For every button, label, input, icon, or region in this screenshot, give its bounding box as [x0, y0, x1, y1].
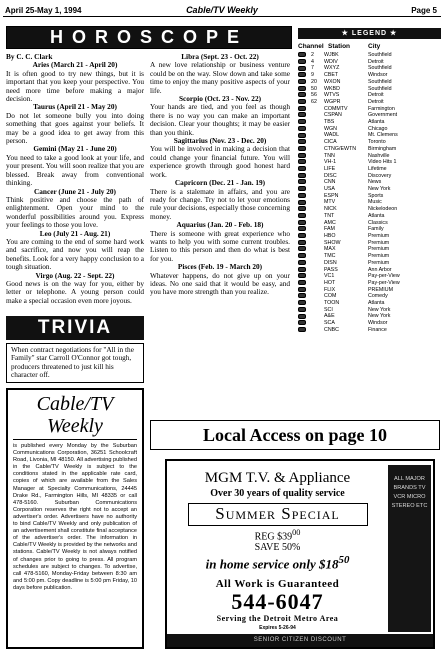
legend-city: Pay-per-View	[368, 279, 400, 286]
channel-icon	[298, 99, 306, 104]
channel-icon	[298, 200, 306, 205]
legend-station: HOT	[324, 279, 336, 286]
ad-business-name: MGM T.V. & Appliance	[204, 470, 351, 486]
page-number: Page 5	[411, 6, 437, 15]
legend-station: WGN	[324, 125, 337, 132]
legend-station: COM	[324, 293, 337, 300]
legend-city: Toronto	[368, 139, 386, 146]
mgm-advertisement	[165, 459, 435, 649]
masthead-title: Cable/TV	[36, 393, 114, 415]
legend-channel	[311, 153, 324, 160]
legend-row	[298, 119, 441, 126]
legend-row	[298, 267, 441, 274]
horoscope-column-1	[6, 53, 144, 305]
legend-city: Sports	[368, 192, 384, 199]
legend-channel	[311, 253, 324, 260]
legend-channel	[311, 226, 324, 233]
legend-city: Lifetime	[368, 165, 387, 172]
channel-icon	[298, 52, 306, 57]
horoscope-text: Think positive and choose the path of enlightenment. Open your mind to the wonderful possibilities around you. Express your feelings to those you love.	[6, 194, 144, 230]
legend-city: Mt. Clemens	[368, 132, 398, 139]
legend-city: Southfield	[368, 85, 392, 92]
horoscope-sign: Taurus (April 21 - May 20)	[33, 102, 117, 112]
legend-station: SHOW	[324, 239, 341, 246]
horoscope-sign: Virgo (Aug. 22 - Sept. 22)	[35, 270, 115, 280]
ad-in-home-label: in home service only	[205, 556, 316, 572]
legend-station: WTVS	[324, 92, 340, 99]
ad-serving-area: Serving the Detroit Metro Area	[216, 613, 339, 623]
channel-icon	[298, 220, 306, 225]
legend-station: CICA	[324, 139, 337, 146]
channel-icon	[298, 72, 306, 77]
legend-row	[298, 99, 441, 106]
legend-station: SCA	[324, 320, 335, 327]
legend-row	[298, 273, 441, 280]
legend-city: Ann Arbor	[368, 266, 392, 273]
legend-row	[298, 206, 441, 213]
legend-city: New York	[368, 306, 391, 313]
legend-title: LEGEND	[351, 30, 388, 37]
legend-channel	[311, 287, 324, 294]
legend-row	[298, 293, 441, 300]
legend-channel	[311, 300, 324, 307]
channel-icon	[298, 240, 306, 245]
legend-city: Government	[368, 112, 398, 119]
legend-city: Southfield	[368, 52, 392, 58]
horoscope-sign: Libra (Sept. 23 - Oct. 22)	[181, 52, 259, 61]
legend-channel	[311, 199, 324, 206]
horoscope-text: There is a stalemate in affairs, and you are ready for change. Try not to let your emotions rule your decisions, especially those concerning money.	[150, 186, 290, 221]
horoscope-sign: Aries (March 21 - April 20)	[32, 60, 118, 70]
channel-icon	[298, 273, 306, 278]
legend-row	[298, 287, 441, 294]
channel-icon	[298, 92, 306, 97]
legend-row	[298, 253, 441, 260]
channel-icon	[298, 314, 306, 319]
horoscope-sign: Leo (July 21 - Aug. 21)	[39, 228, 111, 238]
legend-row	[298, 213, 441, 220]
legend-channel	[311, 240, 324, 247]
horoscope-byline: By C. C. Clark	[6, 52, 53, 61]
legend-row	[298, 300, 441, 307]
channel-icon	[298, 287, 306, 292]
legend-station: WGPR	[324, 98, 341, 105]
trivia-box	[6, 343, 144, 383]
legend-station: WDIV	[324, 58, 338, 65]
legend-station: CTNG/EWTN	[324, 145, 357, 152]
legend-row	[298, 179, 441, 186]
channel-legend	[298, 28, 441, 356]
legend-city: Comedy	[368, 293, 388, 300]
channel-icon	[298, 267, 306, 272]
legend-row	[298, 246, 441, 253]
legend-row	[298, 313, 441, 320]
legend-city: New York	[368, 186, 391, 193]
legend-channel	[311, 307, 324, 314]
legend-row	[298, 79, 441, 86]
legend-city: Atlanta	[368, 300, 385, 307]
horoscope-text: Do not let someone bully you into doing something that goes against your beliefs. It may be a good idea to get away from this person.	[6, 110, 144, 146]
legend-channel: 20	[311, 78, 317, 85]
legend-channel: 2	[311, 52, 314, 58]
legend-city: Classics	[368, 219, 388, 226]
legend-channel: 9	[311, 72, 314, 79]
page-header	[3, 3, 441, 17]
legend-channel	[311, 186, 324, 193]
channel-icon	[298, 139, 306, 144]
legend-row	[298, 132, 441, 139]
horoscope-text: It is often good to try new things, but it is important that you keep your perspective. You need more time before making a major decision.	[6, 68, 144, 104]
legend-city: Family	[368, 226, 384, 233]
legend-row	[298, 72, 441, 79]
legend-station: ESPN	[324, 192, 339, 199]
legend-channel	[311, 112, 324, 119]
legend-row	[298, 193, 441, 200]
legend-city: Windsor	[368, 320, 388, 327]
legend-city: Pay-per-View	[368, 273, 400, 280]
legend-row	[298, 320, 441, 327]
channel-icon	[298, 260, 306, 265]
channel-icon	[298, 59, 306, 64]
horoscope-text: Good news is on the way for you, either by letter or telephone. A young person could make a special occasion even more joyous.	[6, 278, 144, 305]
legend-station: CBET	[324, 72, 339, 79]
legend-station: WKBD	[324, 85, 340, 92]
channel-icon	[298, 280, 306, 285]
legend-city: Premium	[368, 232, 390, 239]
legend-city: Music	[368, 199, 382, 206]
legend-channel	[311, 280, 324, 287]
legend-channel	[311, 132, 324, 139]
legend-station: LIFE	[324, 165, 336, 172]
channel-icon	[298, 233, 306, 238]
legend-city: Southfield	[368, 78, 392, 85]
legend-city: Birmingham	[368, 145, 397, 152]
channel-icon	[298, 79, 306, 84]
legend-station: AMC	[324, 219, 336, 226]
publication-name: Cable/TV Weekly	[186, 5, 258, 15]
legend-station: VH-1	[324, 159, 337, 166]
legend-row	[298, 233, 441, 240]
legend-station: DISC	[324, 172, 337, 179]
channel-icon	[298, 126, 306, 131]
legend-row	[298, 139, 441, 146]
ad-phone: 544-6047	[231, 588, 324, 614]
channel-icon	[298, 246, 306, 251]
channel-icon	[298, 307, 306, 312]
legend-channel	[311, 139, 324, 146]
trivia-title: TRIVIA	[37, 317, 113, 338]
legend-channel	[311, 267, 324, 274]
legend-col-channel: Channel	[298, 43, 324, 50]
legend-channel	[311, 260, 324, 267]
ad-footer: SENIOR CITIZEN DISCOUNT	[167, 634, 433, 647]
legend-city: Atlanta	[368, 119, 385, 126]
legend-station: HBO	[324, 232, 336, 239]
ad-in-home-cents: 50	[338, 554, 350, 567]
legend-channel	[311, 213, 324, 220]
legend-city: Video Hits 1	[368, 159, 397, 166]
legend-row	[298, 153, 441, 160]
legend-station: COMMTV	[324, 105, 348, 112]
channel-icon	[298, 66, 306, 71]
legend-station: MTV	[324, 199, 336, 206]
legend-city: Detroit	[368, 92, 384, 99]
legend-row	[298, 112, 441, 119]
legend-station: MAX	[324, 246, 336, 253]
issue-date: April 25-May 1, 1994	[5, 6, 82, 15]
legend-station: VC1	[324, 273, 335, 280]
legend-channel	[311, 313, 324, 320]
legend-station: WJBK	[324, 52, 339, 58]
channel-icon	[298, 206, 306, 211]
local-access-notice: Local Access on page 10	[150, 420, 440, 450]
horoscope-text: Your hands are tied, and you feel as though there is no way you can make an important decision. Clear your thoughts; it may be easier than you think.	[150, 102, 290, 137]
ad-guarantee: All Work is Guaranteed	[215, 577, 340, 590]
ad-main-panel	[171, 465, 384, 632]
legend-channel	[311, 166, 324, 173]
legend-channel	[311, 119, 324, 126]
legend-city: Chicago	[368, 125, 388, 132]
legend-channel	[311, 246, 324, 253]
channel-icon	[298, 179, 306, 184]
legend-channel: 7	[311, 65, 314, 72]
legend-row	[298, 92, 441, 99]
legend-station: WADL	[324, 132, 340, 139]
horoscope-text: Whatever happens, do not give up on your ideas. No one said that it would be easy, and you have more strength than you realize.	[150, 270, 290, 297]
legend-channel	[311, 233, 324, 240]
legend-station: FAM	[324, 226, 335, 233]
horoscope-sign: Scorpio (Oct. 23 - Nov. 22)	[178, 94, 262, 104]
legend-city: PREMIUM	[368, 286, 394, 293]
legend-row	[298, 146, 441, 153]
channel-icon	[298, 213, 306, 218]
legend-city: Detroit	[368, 98, 384, 105]
legend-title-bar: ★ LEGEND ★	[298, 28, 441, 39]
legend-row	[298, 159, 441, 166]
legend-station: WXON	[324, 78, 341, 85]
horoscope-text: You are coming to the end of some hard work and sacrifice, and now you will reap the benefits. Look for a very happy conclusion to a tough situation.	[6, 236, 144, 272]
legend-row	[298, 307, 441, 314]
channel-icon	[298, 253, 306, 258]
horoscope-banner	[6, 26, 292, 49]
channel-icon	[298, 320, 306, 325]
channel-icon	[298, 300, 306, 305]
channel-icon	[298, 159, 306, 164]
channel-icon	[298, 119, 306, 124]
ad-special-box: Summer Special	[188, 503, 368, 526]
masthead-box	[6, 388, 144, 649]
legend-channel	[311, 106, 324, 113]
legend-channel	[311, 327, 324, 334]
horoscope-column-2	[150, 53, 290, 297]
horoscope-sign: Cancer (June 21 - July 20)	[34, 186, 116, 196]
ad-tagline: Over 30 years of quality service	[210, 488, 345, 499]
legend-row	[298, 59, 441, 66]
ad-in-home-service	[171, 554, 384, 572]
legend-station: TMC	[324, 253, 336, 260]
legend-city: Atlanta	[368, 212, 385, 219]
legend-row	[298, 65, 441, 72]
legend-station: PASS	[324, 266, 338, 273]
horoscope-text: You need to take a good look at your life, and your present. You will soon realize that you are blessed. Break away from conventional thinking.	[6, 152, 144, 188]
horoscope-sign: Gemini (May 21 - June 20)	[33, 144, 117, 154]
legend-city: Finance	[368, 326, 387, 333]
legend-row	[298, 280, 441, 287]
horoscope-sign: Pisces (Feb. 19 - March 20)	[177, 262, 263, 272]
horoscope-text: There is someone with great experience who wants to help you with some current troubles. Listen to this person and then do what is best for you.	[150, 228, 290, 263]
legend-station: DISN	[324, 259, 337, 266]
legend-channel	[311, 179, 324, 186]
channel-icon	[298, 293, 306, 298]
legend-station: CNN	[324, 179, 336, 186]
legend-city: Detroit	[368, 58, 384, 65]
legend-channel	[311, 320, 324, 327]
legend-station: TOON	[324, 300, 340, 307]
legend-channel: 56	[311, 92, 317, 99]
trivia-text: When contract negotiations for "All in the Family" star Carroll O'Connor got tough, producers threatened to just kill his character off.	[11, 345, 134, 379]
channel-icon	[298, 112, 306, 117]
legend-city: Nashville	[368, 152, 390, 159]
legend-channel	[311, 173, 324, 180]
horoscope-sign: Capricorn (Dec. 21 - Jan. 19)	[174, 178, 266, 188]
channel-icon	[298, 146, 306, 151]
horoscope-title: HOROSCOPE	[49, 27, 249, 47]
horoscope-sign: Sagittarius (Nov. 23 - Dec. 20)	[173, 136, 267, 146]
legend-station: FLIX	[324, 286, 336, 293]
legend-col-station: Station	[328, 43, 351, 50]
legend-row	[298, 226, 441, 233]
channel-icon	[298, 86, 306, 91]
legend-header	[298, 43, 441, 52]
legend-city: Farmington	[368, 105, 395, 112]
legend-row	[298, 52, 441, 59]
channel-icon	[298, 133, 306, 138]
masthead-body: is published every Monday by the Suburban Communications Corporation, 36251 Schoolcraft Road, Livonia, MI 48150. All advertising published in the Cable/TV Weekly is subject to the conditions stated in the applicable rate card, copies of which are available from the Sales Manager at Specialty Communications, 24445 Drake Rd., Farmington Hills, MI 48335 or call 478-5160. Suburban Communications Corporation reserves the right not to accept an advertiser's order. Advertisers have no authority to bind Cable/TV Weekly and only publication of an advertisement shall constitute final acceptance of the advertiser's order. The information in Cable/TV Weekly is provided by the networks and stations. Cable/TV Weekly is not always notified of changes prior to going to press. All program schedules are subject to changes. To advertise, call 478-5160, Monday-Friday between 8:30 am and 5:00 pm. Copy deadline is 5:00 pm Friday, 10 days before publication.	[13, 443, 137, 591]
legend-city: New York	[368, 313, 391, 320]
legend-city: Southfield	[368, 65, 392, 72]
trivia-banner	[6, 316, 144, 340]
legend-channel	[311, 126, 324, 133]
legend-row	[298, 220, 441, 227]
ad-reg-cents: 00	[292, 528, 301, 537]
legend-channel	[311, 159, 324, 166]
legend-row	[298, 173, 441, 180]
legend-station: USA	[324, 186, 335, 193]
horoscope-sign: Aquarius (Jan. 20 - Feb. 18)	[176, 220, 264, 230]
legend-channel	[311, 293, 324, 300]
ad-expiration: Expires 5-26-94	[259, 624, 296, 631]
legend-station: CNBC	[324, 326, 340, 333]
legend-channel: 62	[311, 98, 317, 105]
legend-row	[298, 106, 441, 113]
channel-icon	[298, 173, 306, 178]
legend-station: WXYZ	[324, 65, 340, 72]
channel-icon	[298, 327, 306, 332]
legend-channel: 4	[311, 58, 314, 65]
legend-city: Windsor	[368, 72, 388, 79]
horoscope-text: You will be involved in making a decision that could change your financial future. You will experience growth through good honest hard work.	[150, 144, 290, 179]
legend-col-city: City	[368, 43, 381, 50]
legend-station: TNT	[324, 212, 335, 219]
legend-station: SCI	[324, 306, 333, 313]
legend-city: Premium	[368, 259, 390, 266]
ad-side-panel: ALL MAJOR BRANDS TV VCR MICRO STEREO ETC	[388, 465, 431, 632]
legend-station: A&E	[324, 313, 335, 320]
legend-row	[298, 86, 441, 93]
ad-regular-price	[171, 528, 384, 542]
horoscope-text: A new love relationship or business venture could be on the way. Slow down and take some time to enjoy the many positive aspects of your life.	[150, 60, 290, 95]
legend-city: Premium	[368, 246, 390, 253]
legend-table	[298, 52, 441, 334]
channel-icon	[298, 226, 306, 231]
legend-channel	[311, 146, 324, 153]
legend-channel	[311, 273, 324, 280]
legend-city: News	[368, 179, 382, 186]
legend-row	[298, 126, 441, 133]
legend-channel	[311, 206, 324, 213]
legend-city: Premium	[368, 253, 390, 260]
legend-row	[298, 166, 441, 173]
legend-channel	[311, 193, 324, 200]
channel-icon	[298, 186, 306, 191]
legend-row	[298, 240, 441, 247]
ad-save: SAVE 50%	[254, 542, 301, 554]
legend-city: Nickelodeon	[368, 206, 398, 213]
legend-station: TNN	[324, 152, 335, 159]
channel-icon	[298, 166, 306, 171]
channel-icon	[298, 193, 306, 198]
masthead-subtitle: Weekly	[13, 415, 137, 440]
legend-channel	[311, 220, 324, 227]
legend-row	[298, 199, 441, 206]
legend-city: Discovery	[368, 172, 392, 179]
legend-channel: 50	[311, 85, 317, 92]
legend-station: TBS	[324, 119, 335, 126]
channel-icon	[298, 153, 306, 158]
legend-station: CSPAN	[324, 112, 342, 119]
legend-row	[298, 327, 441, 334]
legend-row	[298, 260, 441, 267]
legend-city: Premium	[368, 239, 390, 246]
channel-icon	[298, 106, 306, 111]
ad-reg-price: REG $39	[254, 531, 293, 543]
legend-row	[298, 186, 441, 193]
ad-in-home-price: $18	[319, 556, 339, 572]
legend-station: NICK	[324, 206, 337, 213]
